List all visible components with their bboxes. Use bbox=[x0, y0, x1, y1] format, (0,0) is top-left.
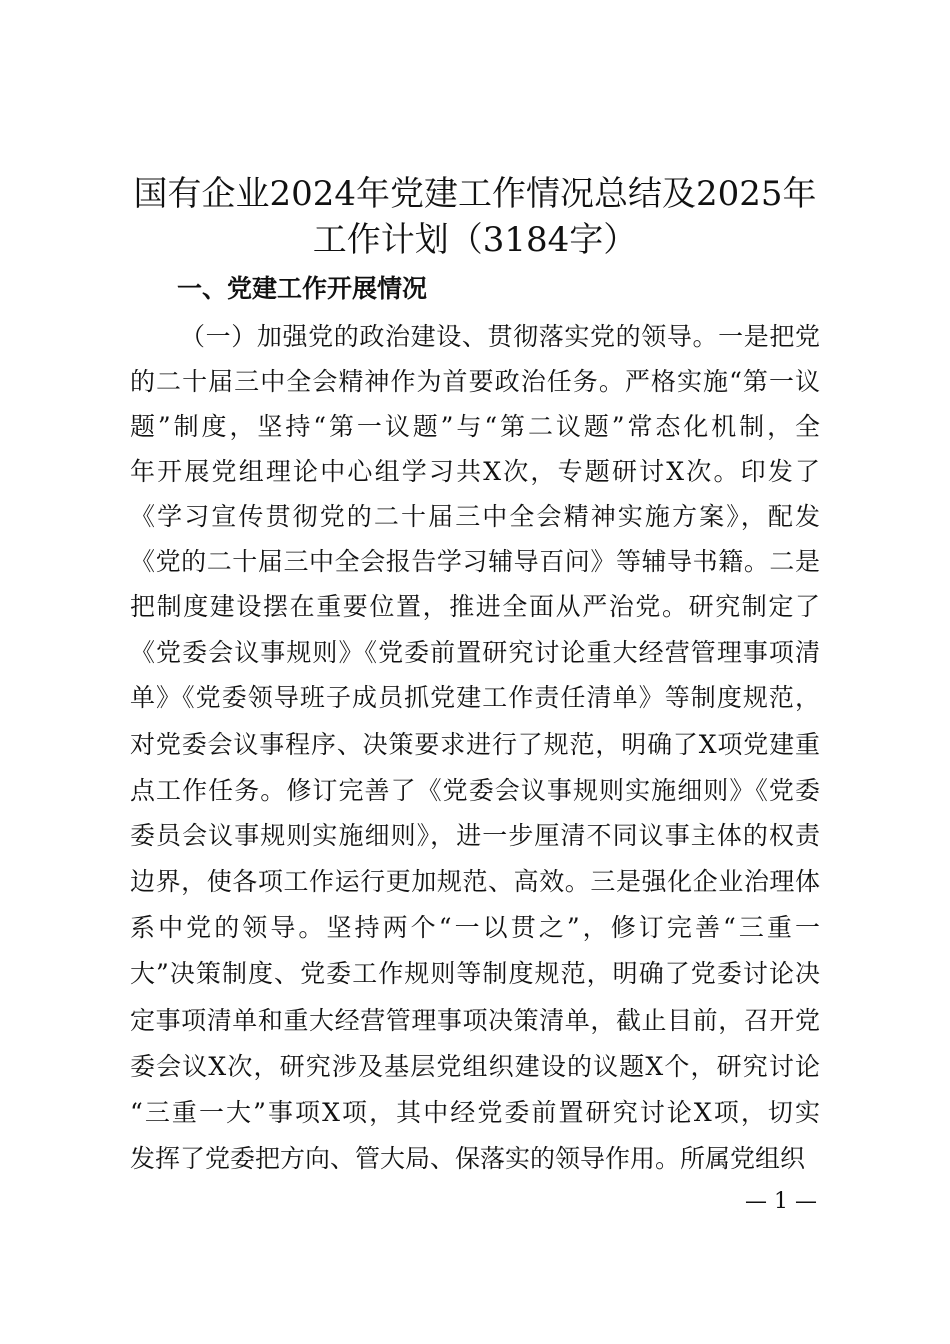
body-line: 大”决策制度、党委工作规则等制度规范，明确了党委讨论决 bbox=[130, 959, 820, 988]
body-line: 的二十届三中全会精神作为首要政治任务。严格实施“第一议 bbox=[130, 367, 820, 396]
body-line: 点工作任务。修订完善了《党委会议事规则实施细则》《党委 bbox=[130, 776, 820, 805]
body-line: 委会议X次，研究涉及基层党组织建设的议题X个，研究讨论 bbox=[130, 1052, 820, 1081]
body-line: 单》《党委领导班子成员抓党建工作责任清单》等制度规范， bbox=[130, 683, 820, 712]
body-line: 《学习宣传贯彻党的二十届三中全会精神实施方案》，配发 bbox=[130, 502, 820, 531]
body-line: 边界，使各项工作运行更加规范、高效。三是强化企业治理体 bbox=[130, 867, 820, 896]
body-line: 对党委会议事程序、决策要求进行了规范，明确了X项党建重 bbox=[130, 730, 820, 759]
section-heading: 一、党建工作开展情况 bbox=[177, 274, 428, 303]
body-line: “三重一大”事项X项，其中经党委前置研究讨论X项，切实 bbox=[130, 1098, 820, 1127]
document-title-line-1: 国有企业2024年党建工作情况总结及2025年 bbox=[133, 174, 817, 214]
body-line: （一）加强党的政治建设、贯彻落实党的领导。一是把党 bbox=[180, 322, 820, 351]
body-line: 年开展党组理论中心组学习共X次，专题研讨X次。印发了 bbox=[130, 457, 820, 486]
body-line: 委员会议事规则实施细则》，进一步厘清不同议事主体的权责 bbox=[130, 821, 820, 850]
body-line: 发挥了党委把方向、管大局、保落实的领导作用。所属党组织 bbox=[130, 1144, 806, 1173]
body-line: 《党委会议事规则》《党委前置研究讨论重大经营管理事项清 bbox=[130, 638, 820, 667]
page-number: — 1 — bbox=[745, 1189, 817, 1214]
body-line: 把制度建设摆在重要位置，推进全面从严治党。研究制定了 bbox=[130, 592, 820, 621]
body-line: 定事项清单和重大经营管理事项决策清单，截止目前，召开党 bbox=[130, 1006, 820, 1035]
body-line: 《党的二十届三中全会报告学习辅导百问》等辅导书籍。二是 bbox=[130, 547, 820, 576]
body-line: 系中党的领导。坚持两个“一以贯之”，修订完善“三重一 bbox=[130, 913, 820, 942]
document-title-line-2: 工作计划（3184字） bbox=[312, 220, 638, 260]
body-line: 题”制度，坚持“第一议题”与“第二议题”常态化机制，全 bbox=[130, 412, 820, 441]
